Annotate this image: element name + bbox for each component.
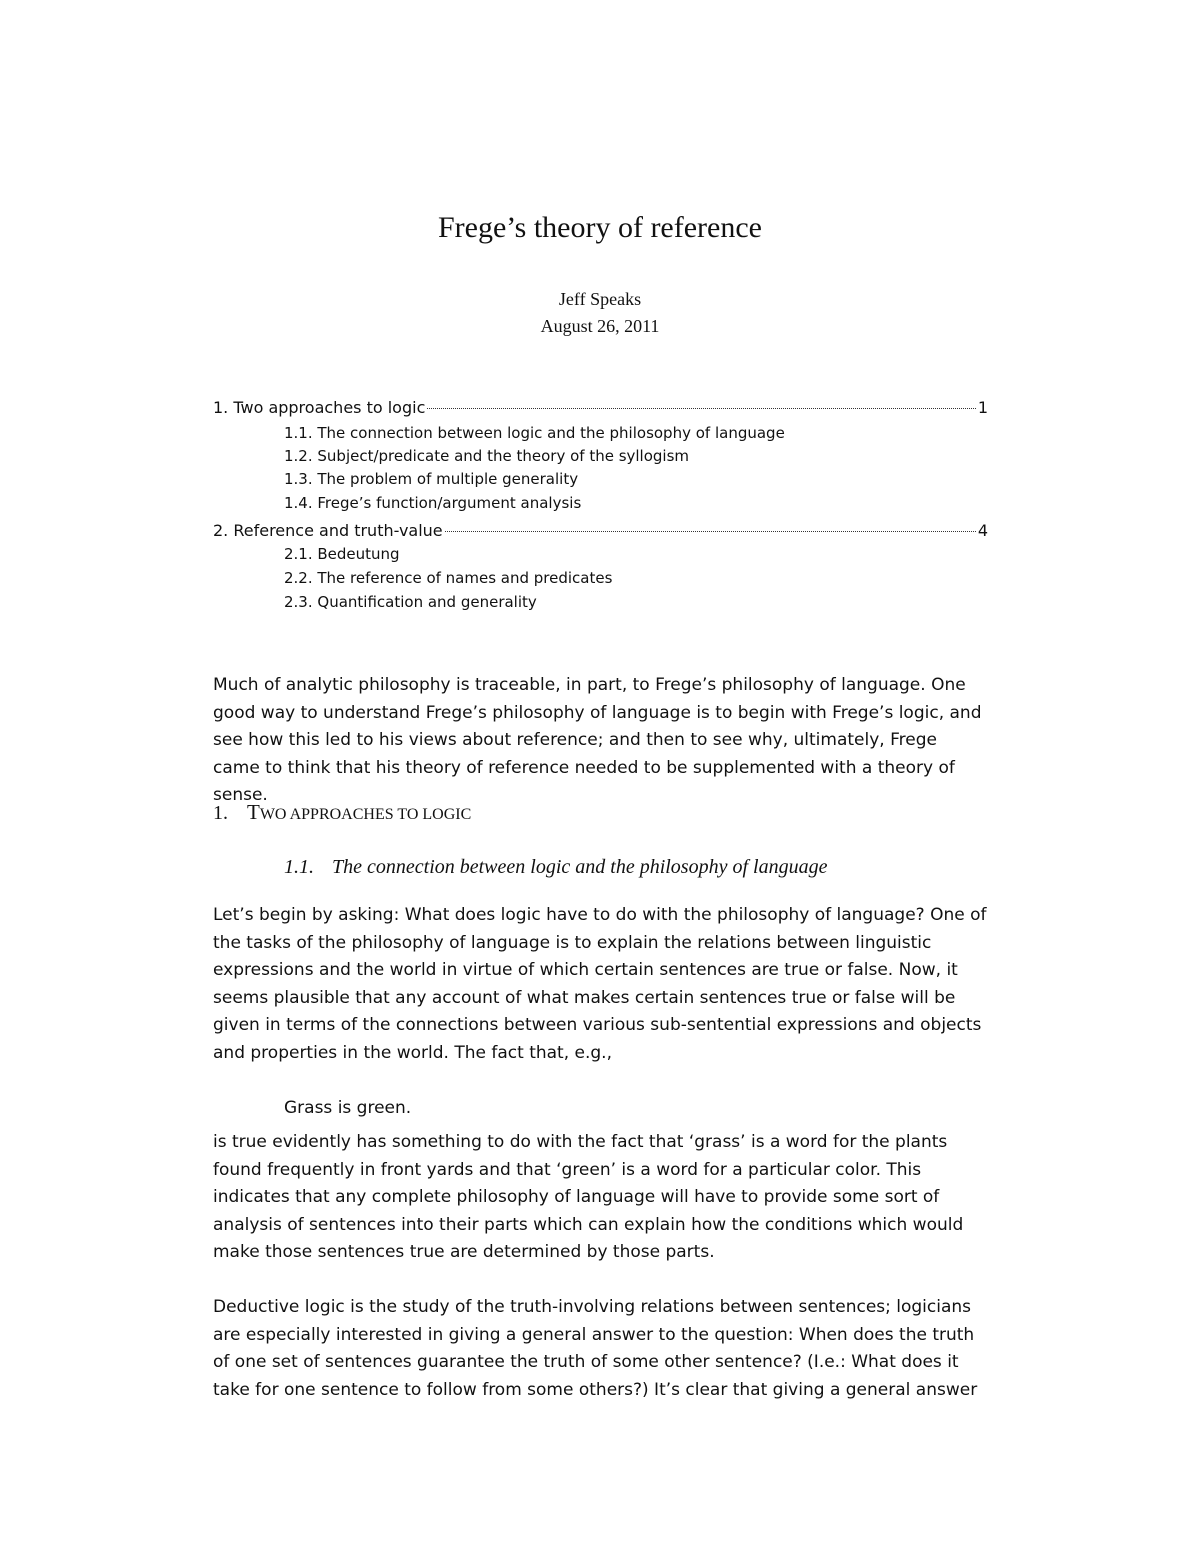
toc-page-number: 1 (977, 398, 988, 417)
toc-leader-dots (427, 408, 975, 409)
author-name: Jeff Speaks (558, 289, 642, 309)
toc-entry-label: 1. Two approaches to logic (213, 398, 426, 417)
section-heading (213, 800, 471, 825)
body-paragraph: Deductive logic is the study of the truth-involving relations between sentences; logicians are especially interested in giving a general answer to the question: When does the truth of one set of sentences guarantee the truth of some other sentence? (I.e.: What does it take for one sentence to follow from some others?) It’s clear that giving a general answer (213, 1297, 978, 1400)
toc-subentry[interactable]: 1.1. The connection between logic and the philosophy of language (284, 424, 785, 442)
toc-subentry[interactable]: 2.2. The reference of names and predicates (284, 569, 613, 587)
toc-subentry[interactable]: 1.3. The problem of multiple generality (284, 470, 579, 488)
publication-date: August 26, 2011 (540, 316, 660, 336)
subsection-number: 1.1. (284, 856, 314, 878)
toc-subentry[interactable]: 1.2. Subject/predicate and the theory of the syllogism (284, 447, 690, 465)
body-paragraph: Let’s begin by asking: What does logic have to do with the philosophy of language? One of the tasks of the philosophy of language is to explain the relations between linguistic expressions and the world in virtue of which certain sentences are true or false. Now, it seems plausible that any account of what makes certain sentences true or false will be given in terms of the connections between various sub-sentential expressions and objects and properties in the world. The fact that, e.g., (213, 905, 987, 1063)
toc-entry-1[interactable] (213, 398, 988, 417)
section-number: 1. (213, 802, 228, 824)
subsection-heading (284, 856, 827, 879)
toc-leader-dots (445, 531, 976, 532)
toc-page-number: 4 (977, 521, 988, 540)
toc-entry-2[interactable] (213, 521, 988, 540)
toc-entry-label: 2. Reference and truth-value (213, 521, 443, 540)
section-title-initial: T (247, 800, 260, 824)
paper-title: Frege’s theory of reference (438, 211, 762, 244)
example-sentence: Grass is green. (284, 1098, 412, 1118)
toc-subentry[interactable]: 2.1. Bedeutung (284, 545, 400, 563)
subsection-title: The connection between logic and the philosophy of language (332, 856, 828, 878)
intro-paragraph: Much of analytic philosophy is traceable, in part, to Frege’s philosophy of language. One good way to understand Frege’s philosophy of language is to begin with Frege’s logic, and see how this led to his views about reference; and then to see why, ultimately, Frege came to think that his theory of reference needed to be supplemented with a theory of sense. (213, 675, 982, 805)
toc-subentry[interactable]: 1.4. Frege’s function/argument analysis (284, 494, 582, 512)
section-title-rest: WO APPROACHES TO LOGIC (259, 806, 472, 823)
body-paragraph: is true evidently has something to do with the fact that ‘grass’ is a word for the plants found frequently in front yards and that ‘green’ is a word for a particular color. This indicates that any complete philosophy of language will have to provide some sort of analysis of sentences into their parts which can explain how the conditions which would make those sentences true are determined by those parts. (213, 1132, 964, 1262)
toc-subentry[interactable]: 2.3. Quantification and generality (284, 593, 537, 611)
